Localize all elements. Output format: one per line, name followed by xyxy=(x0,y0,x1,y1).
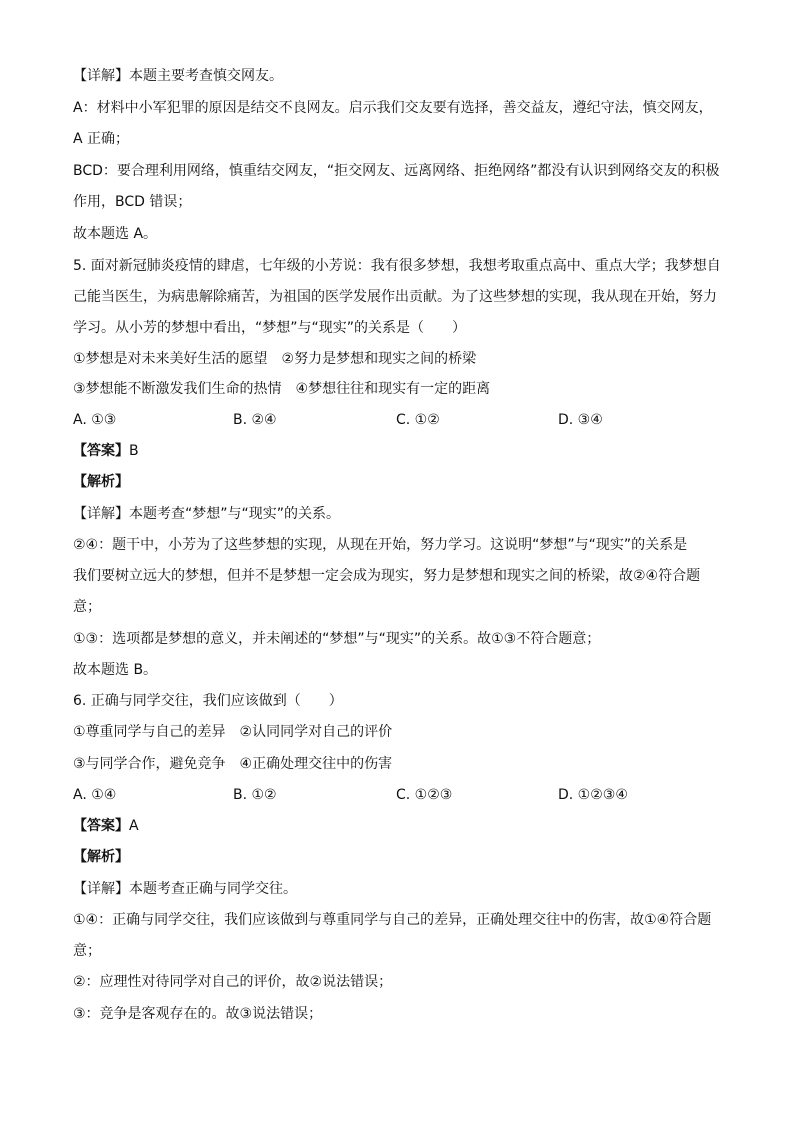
q5-explanation-line-3: 意； xyxy=(73,599,101,615)
q6-explanation-line-4: ③：竞争是客观存在的。故③说法错误； xyxy=(73,1006,323,1022)
q6-option-b: B. ①② xyxy=(233,787,277,803)
q6-answer-line xyxy=(73,816,733,836)
q6-detail-line: 【详解】本题考查正确与同学交往。 xyxy=(73,881,297,897)
q6-option-d: D. ①②③④ xyxy=(558,787,628,803)
q5-detail-line: 【详解】本题考查“梦想”与“现实”的关系。 xyxy=(73,506,341,522)
q6-answer-tag: 【答案】 xyxy=(73,818,129,834)
q5-explanation-line-1: ②④：题干中，小芳为了这些梦想的实现，从现在开始，努力学习。这说明“梦想”与“现实”的关系是 xyxy=(73,537,688,553)
q5-option-a: A. ①③ xyxy=(73,412,117,428)
q6-statements-line-1: ①尊重同学与自己的差异 ②认同同学对自己的评价 xyxy=(73,724,393,740)
q4-option-bcd-explanation-cont: 作用，BCD 错误； xyxy=(73,194,192,210)
q5-stem-line-1: 5. 面对新冠肺炎疫情的肆虐，七年级的小芳说：我有很多梦想，我想考取重点高中、重点大学；我梦想自 xyxy=(73,258,721,274)
q5-answer-value: B xyxy=(129,443,139,459)
q5-statements-line-1: ①梦想是对未来美好生活的愿望 ②努力是梦想和现实之间的桥梁 xyxy=(73,351,477,367)
q5-option-c: C. ①② xyxy=(396,412,440,428)
q6-explanation-line-3: ②：应理性对待同学对自己的评价，故②说法错误； xyxy=(73,974,393,990)
q4-option-a-explanation-cont: A 正确； xyxy=(73,131,130,147)
q5-answer-line xyxy=(73,441,733,461)
q5-explanation-line-2: 我们要树立远大的梦想，但并不是梦想一定会成为现实，努力是梦想和现实之间的桥梁，故②④符合题 xyxy=(73,568,701,584)
q6-answer-value: A xyxy=(129,818,139,834)
q5-explanation-line-4: ①③：选项都是梦想的意义，并未阐述的“梦想”与“现实”的关系。故①③不符合题意； xyxy=(73,631,601,647)
q6-analysis-tag: 【解析】 xyxy=(73,849,129,865)
q6-statements-line-2: ③与同学合作，避免竞争 ④正确处理交往中的伤害 xyxy=(73,756,393,772)
q5-conclusion: 故本题选 B。 xyxy=(73,662,158,678)
q6-option-c: C. ①②③ xyxy=(396,787,453,803)
q6-explanation-line-1: ①④：正确与同学交往，我们应该做到与尊重同学与自己的差异，正确处理交往中的伤害，故①④符合题 xyxy=(73,912,712,928)
q5-statements-line-2: ③梦想能不断激发我们生命的热情 ④梦想往往和现实有一定的距离 xyxy=(73,381,491,397)
q5-analysis-tag: 【解析】 xyxy=(73,474,129,490)
q5-answer-tag: 【答案】 xyxy=(73,443,129,459)
q4-option-a-explanation: A：材料中小军犯罪的原因是结交不良网友。启示我们交友要有选择，善交益友，遵纪守法，慎交网友， xyxy=(73,100,713,116)
q6-explanation-line-2: 意； xyxy=(73,943,101,959)
q5-stem-line-2: 己能当医生，为病患解除痛苦，为祖国的医学发展作出贡献。为了这些梦想的实现，我从现在开始，努力 xyxy=(73,289,717,305)
q5-option-b: B. ②④ xyxy=(233,412,277,428)
q5-option-d: D. ③④ xyxy=(558,412,603,428)
q6-option-a: A. ①④ xyxy=(73,787,117,803)
q4-option-bcd-explanation: BCD：要合理利用网络，慎重结交网友，“拒交网友、远离网络、拒绝网络”都没有认识到网络交友的积极 xyxy=(73,163,720,179)
q5-stem-line-3: 学习。从小芳的梦想中看出，“梦想”与“现实”的关系是（ ） xyxy=(73,320,467,336)
q4-conclusion: 故本题选 A。 xyxy=(73,226,158,242)
q4-detail-line: 【详解】本题主要考查慎交网友。 xyxy=(73,68,283,84)
q6-stem-line-1: 6. 正确与同学交往，我们应该做到（ ） xyxy=(73,693,343,709)
